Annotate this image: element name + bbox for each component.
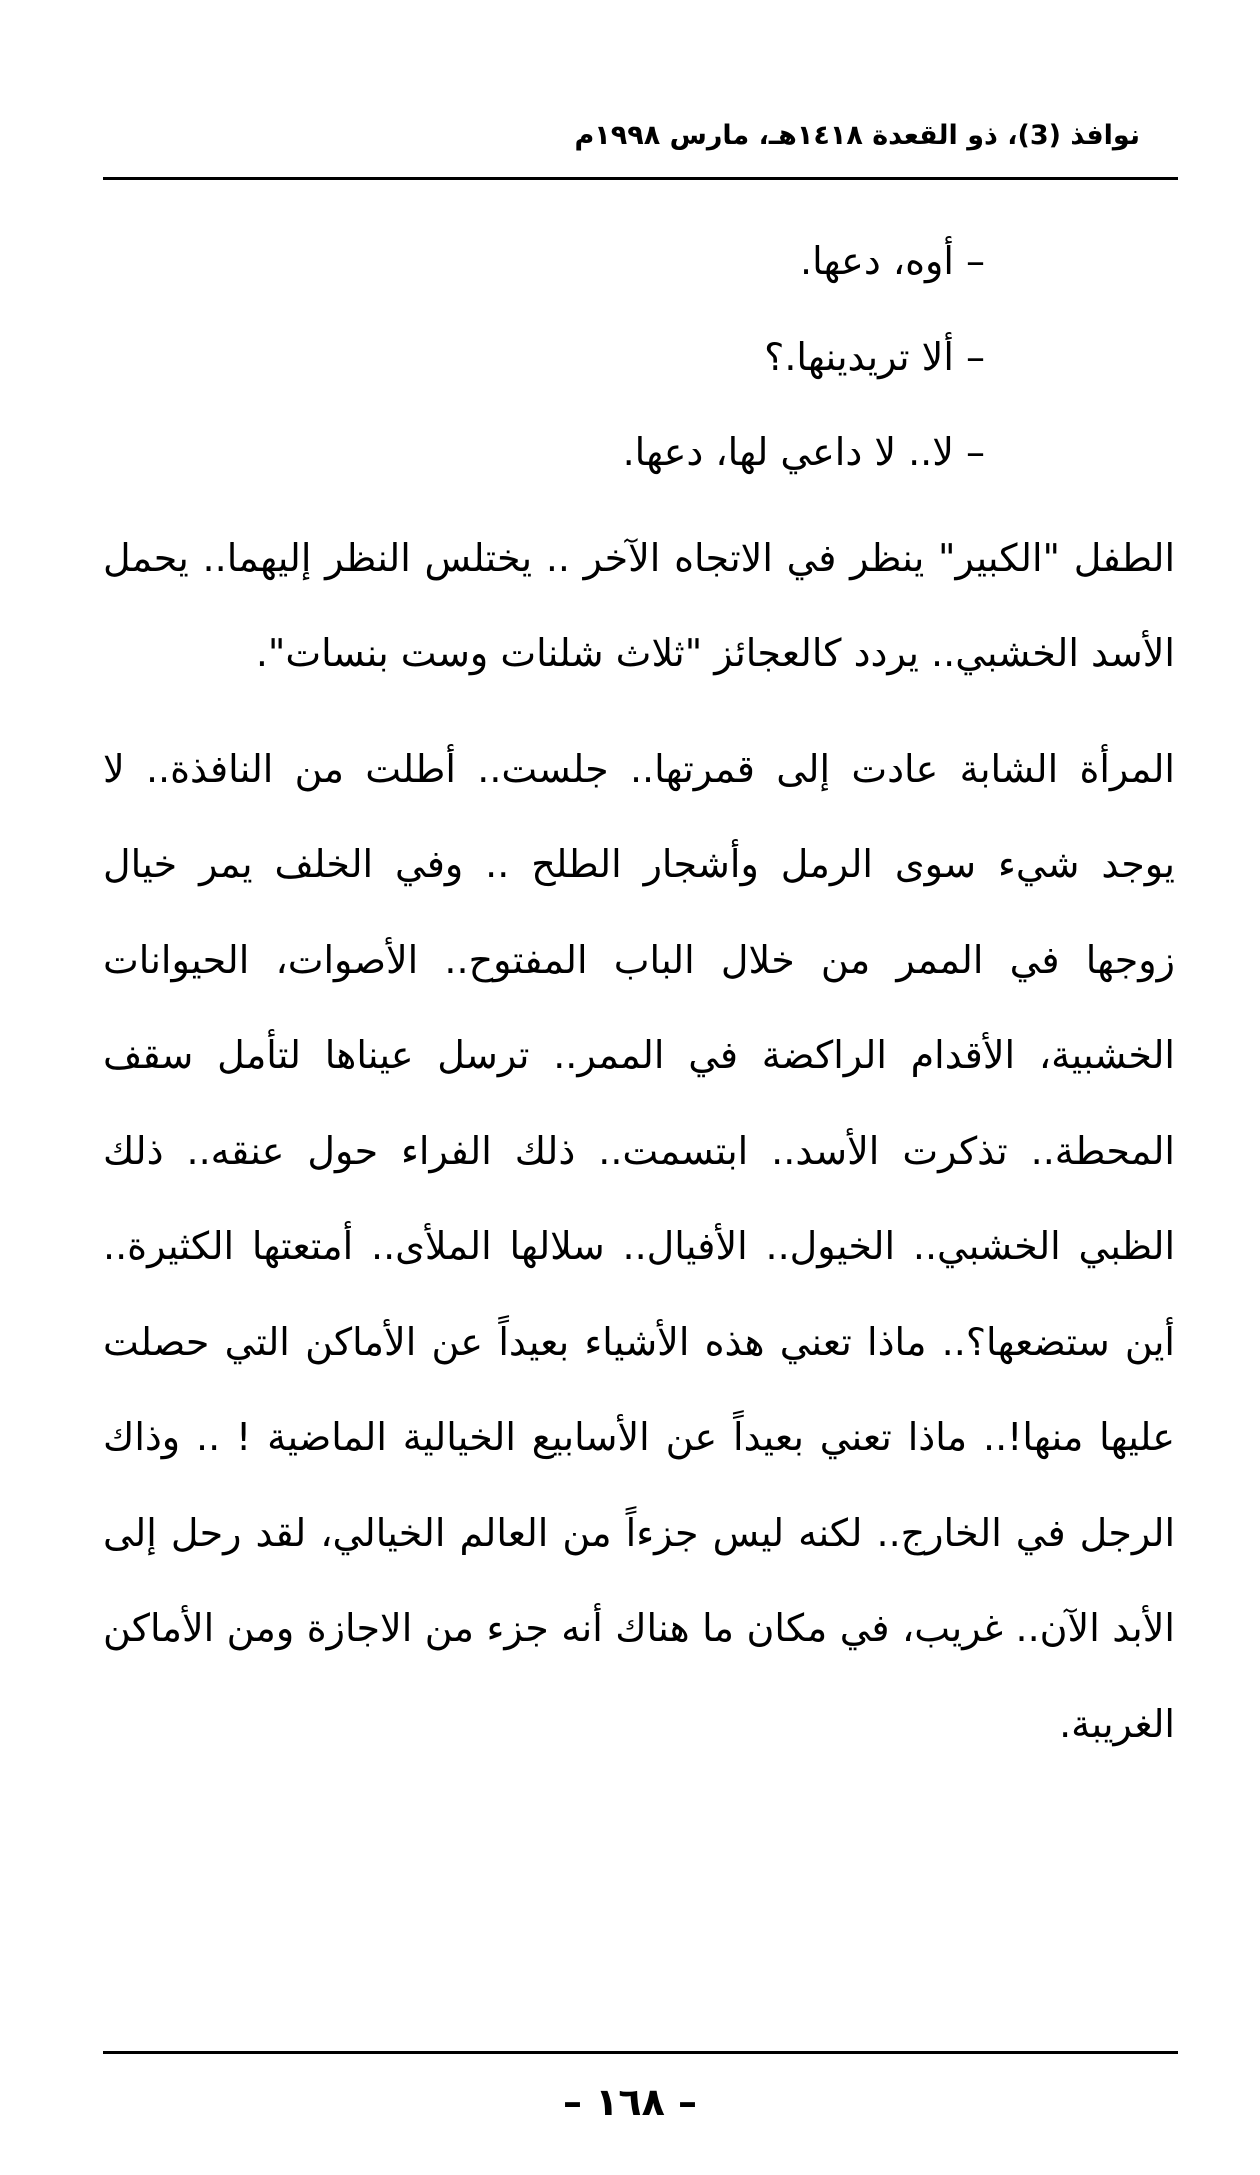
page-body	[103, 214, 1175, 1772]
dialogue-line: – ألا تريدينها.؟	[764, 334, 985, 379]
page-number: – ١٦٨ –	[562, 2080, 698, 2124]
paragraph: المرأة الشابة عادت إلى قمرتها.. جلست.. أطلت من النافذة.. لا يوجد شيء سوى الرمل وأشجار الطلح .. وفي الخلف يمر خيال زوجها في الممر من خلال الباب المفتوح.. الأصوات، الحيوانات الخشبية، الأقدام الراكضة في الممر.. ترسل عيناها لتأمل سقف المحطة.. تذكرت الأسد.. ابتسمت.. ذلك الفراء حول عنقه.. ذلك الظبي الخشبي.. الخيول.. الأفيال.. سلالها الملأى.. أمتعتها الكثيرة.. أين ستضعها؟.. ماذا تعني هذه الأشياء بعيداً عن الأماكن التي حصلت عليها منها!.. ماذا تعني بعيداً عن الأسابيع الخيالية الماضية ! .. وذاك الرجل في الخارج.. لكنه ليس جزءاً من العالم الخيالي، لقد رحل إلى الأبد الآن.. غريب، في مكان ما هناك أنه جزء من الاجازة ومن الأماكن الغريبة.	[103, 746, 1175, 1746]
running-header: نوافذ (3)، ذو القعدة ١٤١٨هـ، مارس ١٩٩٨م	[574, 120, 1140, 151]
header-divider	[103, 177, 1178, 180]
footer-divider	[103, 2051, 1178, 2054]
paragraph: الطفل "الكبير" ينظر في الاتجاه الآخر .. يختلس النظر إليهما.. يحمل الأسد الخشبي.. يردد كالعجائز "ثلاث شلنات وست بنسات".	[103, 535, 1175, 675]
dialogue-line: – لا.. لا داعي لها، دعها.	[622, 430, 985, 474]
dialogue-line: – أوه، دعها.	[799, 239, 985, 283]
